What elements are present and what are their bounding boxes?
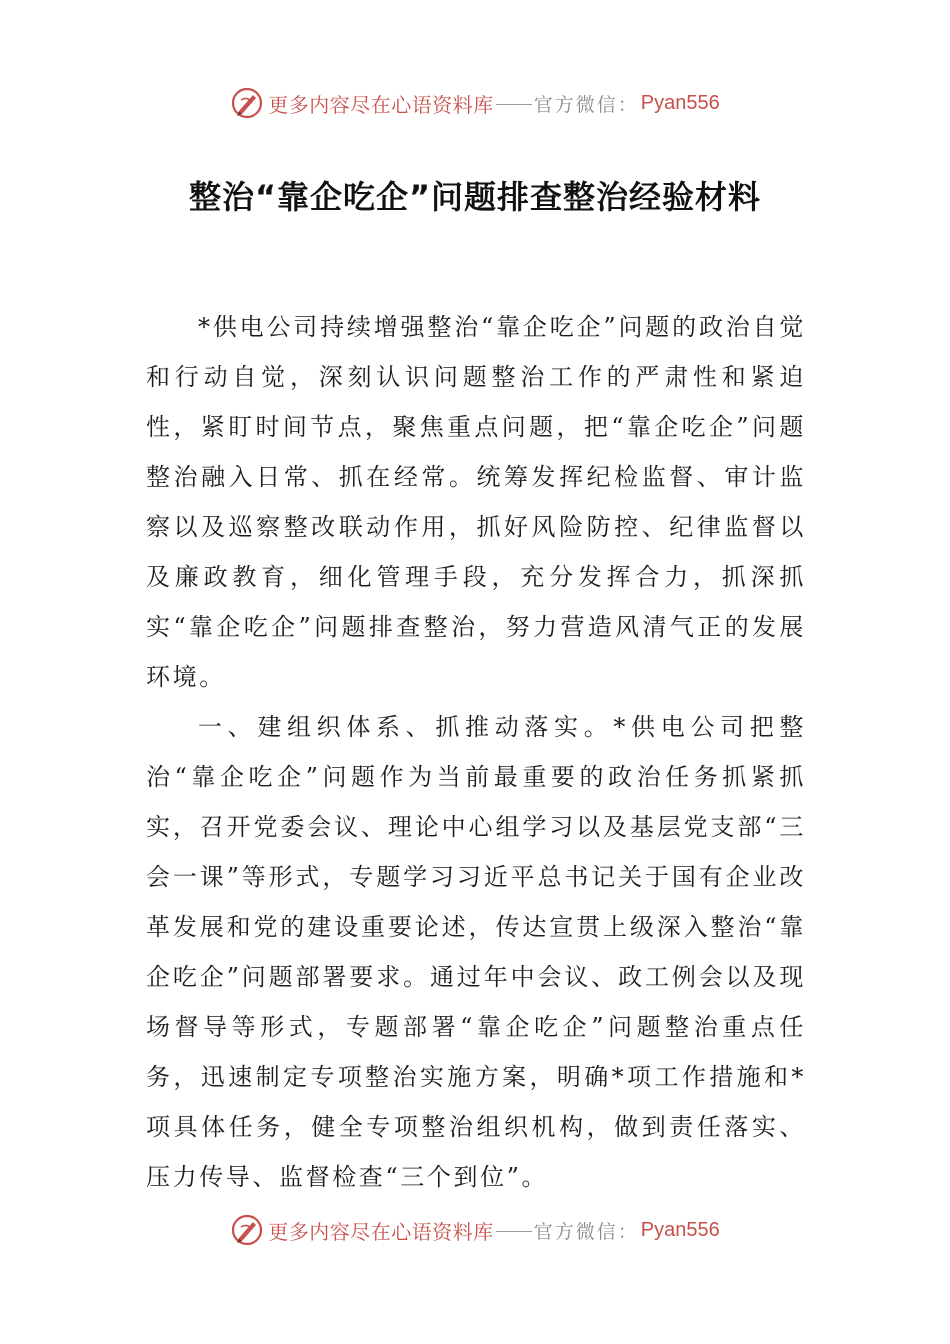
footer-watermark-banner [0,1210,950,1250]
header-watermark-banner [0,83,950,123]
banner-main-text: 更多内容尽在心语资料库 [268,92,494,117]
document-title: 整治“靠企吃企”问题排查整治经验材料 [188,178,762,216]
banner-wechat-id: Pyan556 [640,1218,720,1241]
banner-separator [496,104,532,105]
banner-main-text: 更多内容尽在心语资料库 [268,1219,494,1244]
banner-label: 官方微信： [533,1220,639,1243]
document-body [146,302,806,1202]
banner-wechat-id: Pyan556 [640,91,720,114]
pen-logo-icon [230,1213,264,1247]
paragraph-intro: *供电公司持续增强整治“靠企吃企”问题的政治自觉和行动自觉，深刻认识问题整治工作的严肃性和紧迫性，紧盯时间节点，聚焦重点问题，把“靠企吃企”问题整治融入日常、抓在经常。统筹发挥纪检监督、审计监察以及巡察整改联动作用，抓好风险防控、纪律监督以及廉政教育，细化管理手段，充分发挥合力，抓深抓实“靠企吃企”问题排查整治，努力营造风清气正的发展环境。 [146,313,806,691]
paragraph-section-one: 一、建组织体系、抓推动落实。*供电公司把整治“靠企吃企”问题作为当前最重要的政治任务抓紧抓实，召开党委会议、理论中心组学习以及基层党支部“三会一课”等形式，专题学习习近平总书记关于国有企业改革发展和党的建设重要论述，传达宣贯上级深入整治“靠企吃企”问题部署要求。通过年中会议、政工例会以及现场督导等形式，专题部署“靠企吃企”问题整治重点任务，迅速制定专项整治实施方案，明确*项工作措施和*项具体任务，健全专项整治组织机构，做到责任落实、压力传导、监督检查“三个到位”。 [146,713,806,1191]
banner-label: 官方微信： [533,93,639,116]
banner-separator [496,1231,532,1232]
pen-logo-icon [230,86,264,120]
